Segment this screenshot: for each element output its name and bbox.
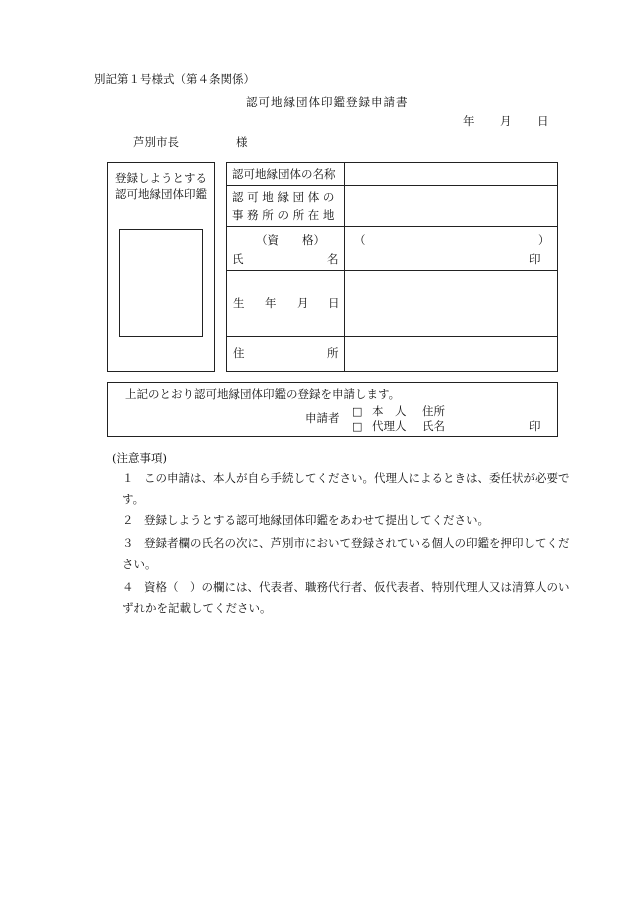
qualification-label: （資 格） bbox=[256, 233, 325, 247]
birthdate-field[interactable] bbox=[346, 271, 556, 335]
date-day-label: 日 bbox=[537, 114, 549, 128]
office-address-field[interactable] bbox=[346, 186, 556, 225]
table-column-divider bbox=[344, 162, 345, 372]
note-text: この申請は、本人が自ら手続してください。代理人によるときは、委任状が必要です。 bbox=[122, 471, 570, 506]
applicant-label: 申請者 bbox=[305, 411, 340, 425]
date-month-label: 月 bbox=[500, 114, 512, 128]
note-number: ３ bbox=[122, 536, 134, 550]
seal-box-label-2: 認可地縁団体印鑑 bbox=[115, 187, 207, 201]
office-address-label-1: 認 可 地 縁 団 体 の bbox=[232, 190, 335, 204]
date-year-label: 年 bbox=[463, 114, 475, 128]
address-label-b: 所 bbox=[327, 346, 339, 360]
qualification-close-paren: ） bbox=[538, 233, 550, 247]
note-item bbox=[122, 510, 572, 531]
qualification-field[interactable] bbox=[364, 231, 534, 249]
note-number: １ bbox=[122, 471, 134, 485]
address-field[interactable] bbox=[346, 337, 556, 371]
birthdate-label-b: 年 bbox=[265, 296, 277, 310]
name-seal-mark: 印 bbox=[529, 252, 541, 266]
table-row-divider bbox=[226, 226, 558, 227]
address-label-a: 住 bbox=[233, 346, 245, 360]
option-self-label: 本 人 bbox=[372, 404, 407, 418]
birthdate-label-d: 日 bbox=[328, 296, 340, 310]
note-item bbox=[122, 577, 572, 619]
birthdate-label-c: 月 bbox=[297, 296, 309, 310]
note-number: ４ bbox=[122, 580, 134, 594]
name-label-a: 氏 bbox=[232, 252, 244, 266]
seal-impression-area[interactable] bbox=[119, 229, 203, 337]
note-item bbox=[122, 533, 572, 575]
org-name-field[interactable] bbox=[346, 163, 556, 184]
option-agent-label: 代理人 bbox=[372, 419, 407, 433]
addressee-name: 芦別市長 bbox=[133, 135, 179, 149]
note-text: 資格（ ）の欄には、代表者、職務代行者、仮代表者、特別代理人又は清算人のいずれかを記載してください。 bbox=[122, 580, 570, 615]
addressee-honorific: 様 bbox=[236, 135, 248, 149]
application-statement: 上記のとおり認可地縁団体印鑑の登録を申請します。 bbox=[125, 387, 401, 401]
applicant-address-label: 住所 bbox=[422, 404, 445, 418]
name-field[interactable] bbox=[346, 250, 524, 268]
form-title: 認可地縁団体印鑑登録申請書 bbox=[246, 95, 409, 109]
org-name-label: 認可地縁団体の名称 bbox=[232, 167, 336, 181]
checkbox-self[interactable]: □ bbox=[352, 405, 363, 418]
note-text: 登録しようとする認可地縁団体印鑑をあわせて提出してください。 bbox=[144, 513, 489, 527]
qualification-open-paren: （ bbox=[354, 233, 366, 247]
name-label-b: 名 bbox=[327, 252, 339, 266]
seal-box-label-1: 登録しようとする bbox=[115, 171, 207, 185]
applicant-seal-mark: 印 bbox=[529, 419, 541, 433]
birthdate-label-a: 生 bbox=[233, 296, 245, 310]
note-text: 登録者欄の氏名の次に、芦別市において登録されている個人の印鑑を押印してください。 bbox=[122, 536, 570, 571]
checkbox-agent[interactable]: □ bbox=[352, 420, 363, 433]
applicant-name-label: 氏名 bbox=[422, 419, 445, 433]
office-address-label-2: 事 務 所 の 所 在 地 bbox=[232, 208, 335, 222]
note-item bbox=[122, 468, 572, 510]
notes-heading: (注意事項) bbox=[112, 451, 167, 465]
note-number: ２ bbox=[122, 513, 134, 527]
form-number: 別記第１号様式（第４条関係） bbox=[94, 72, 255, 86]
